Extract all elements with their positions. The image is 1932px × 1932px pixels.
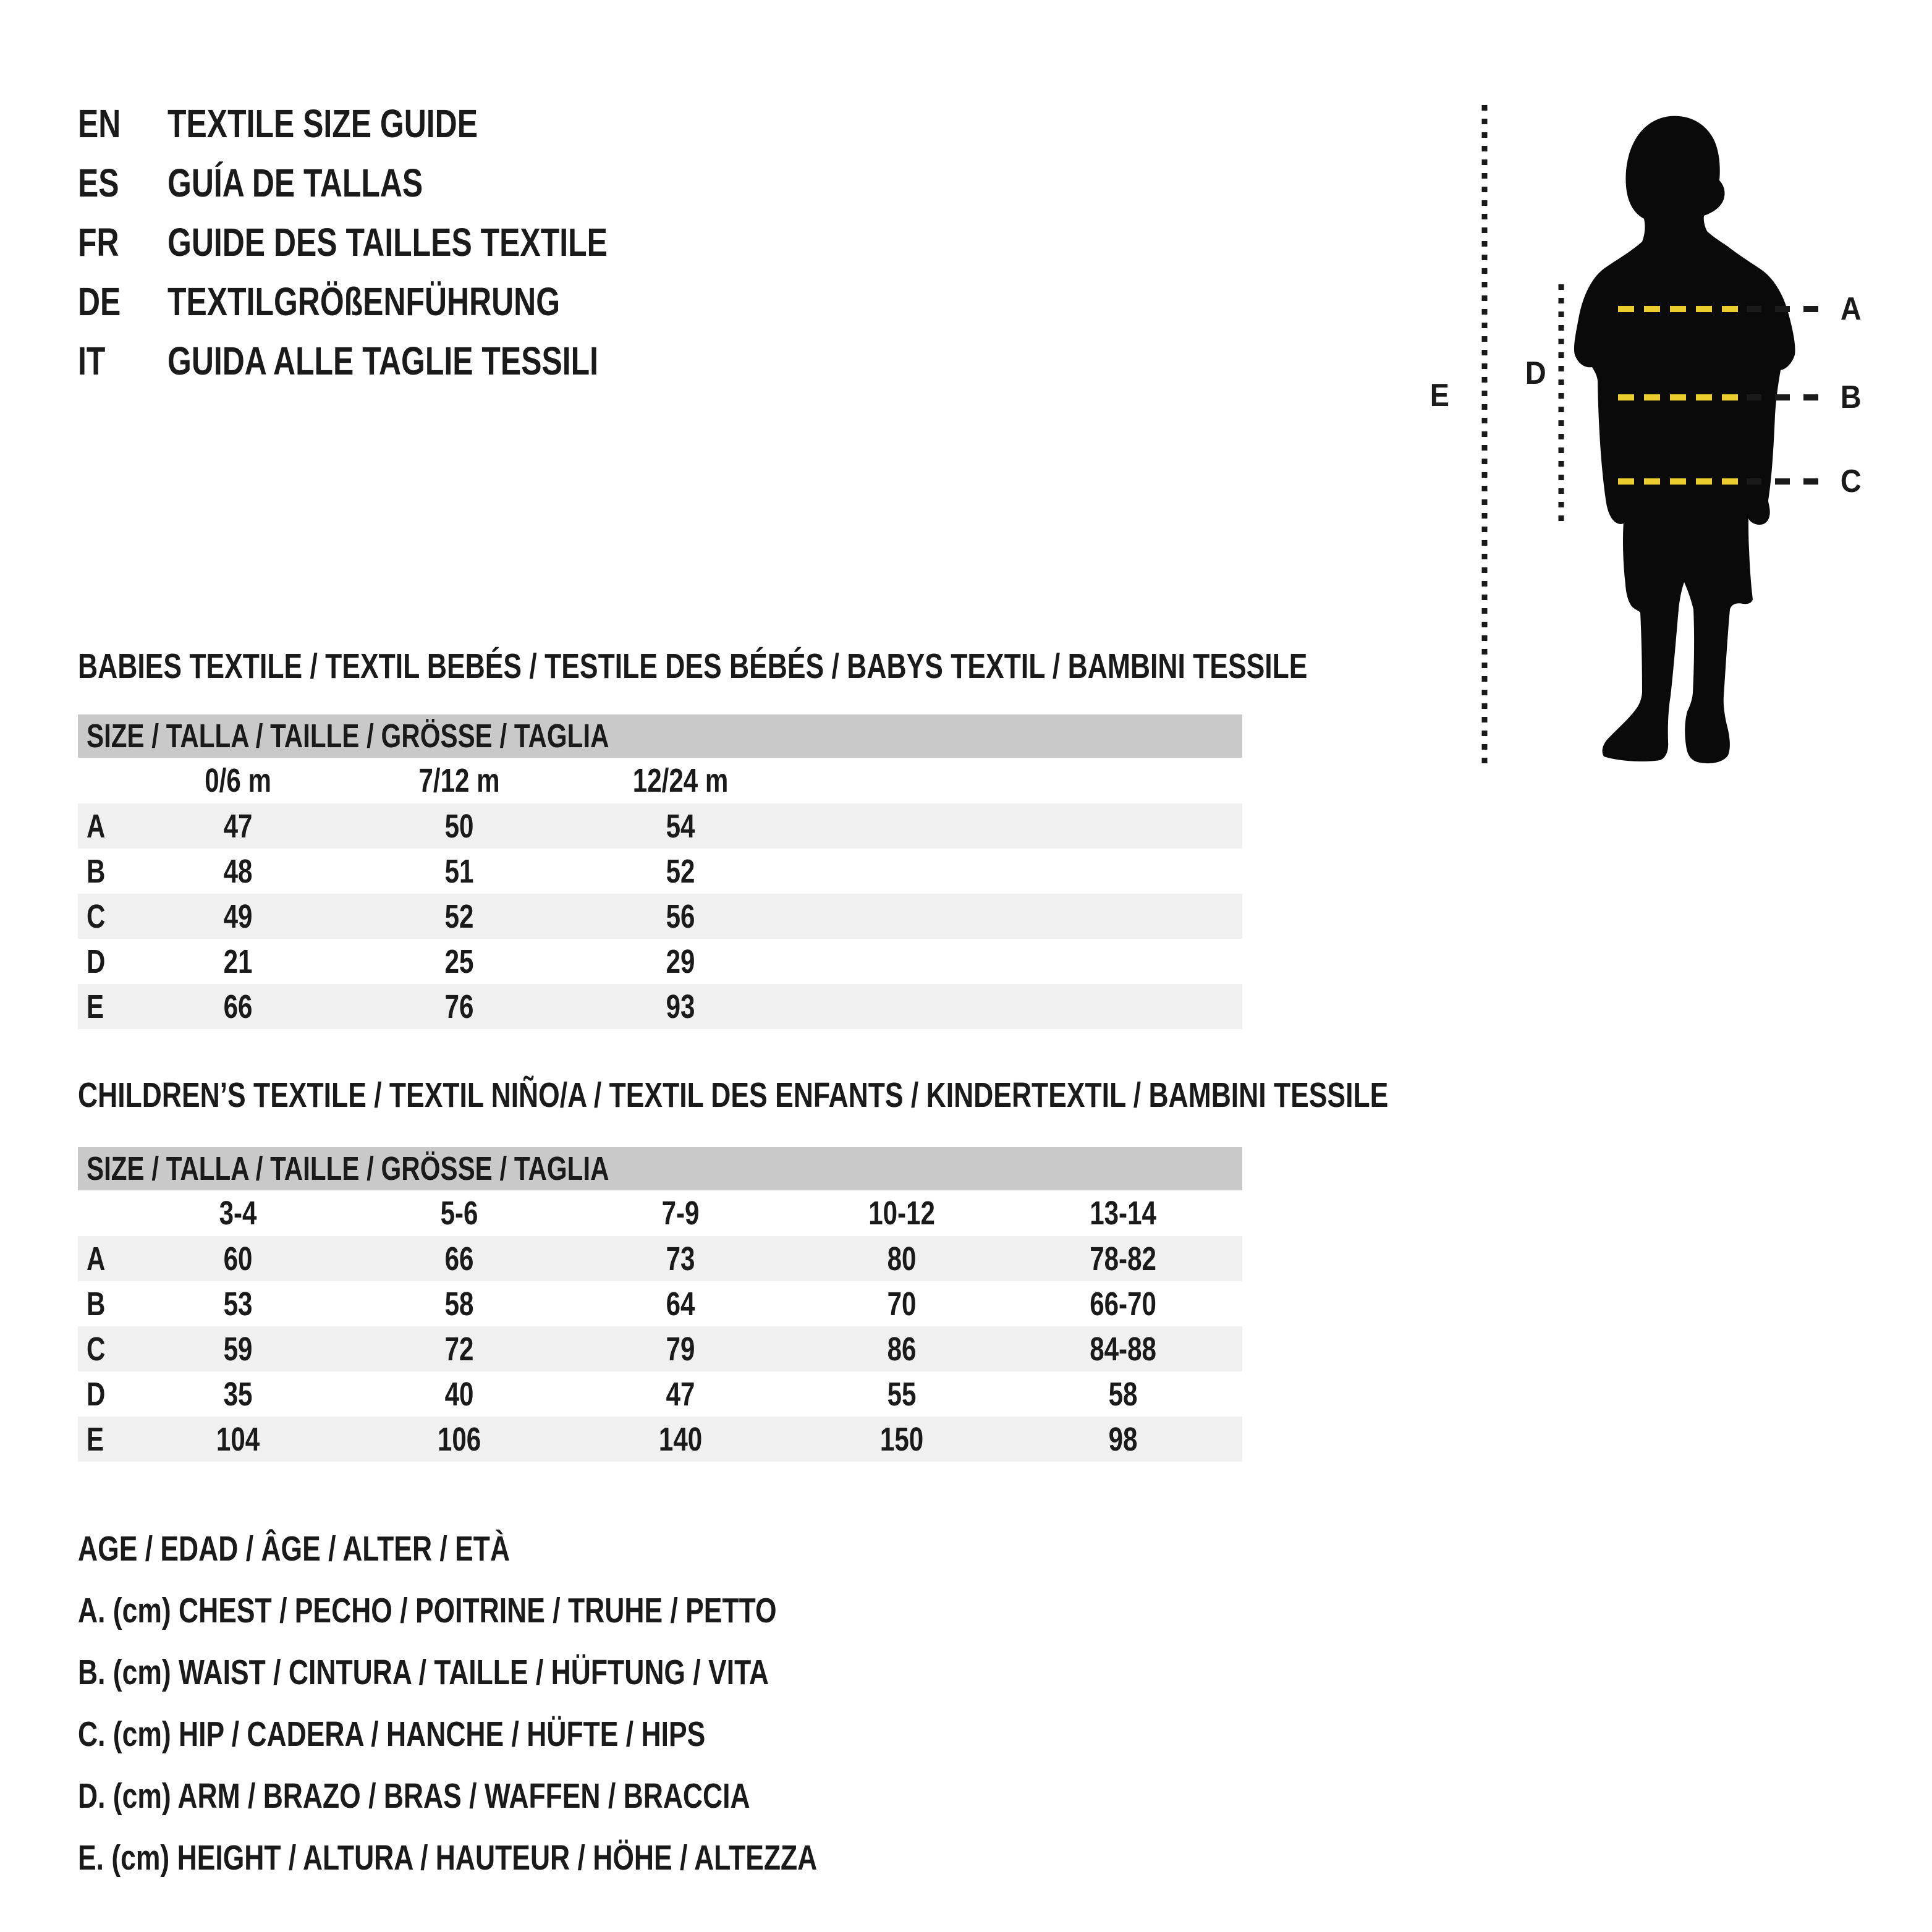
cell: 52 <box>444 897 474 935</box>
column-header: 10-12 <box>868 1195 935 1232</box>
table-row <box>78 1371 1242 1417</box>
legend-age: AGE / EDAD / ÂGE / ALTER / ETÀ <box>78 1529 511 1569</box>
cell: 50 <box>444 807 474 845</box>
column-header: 0/6 m <box>205 762 271 799</box>
column-header: 3-4 <box>219 1195 257 1232</box>
cell: 70 <box>887 1285 917 1323</box>
cell: 66 <box>444 1240 474 1277</box>
babies-size-table <box>78 714 1242 1029</box>
legend-chest: A. (cm) CHEST / PECHO / POITRINE / TRUHE / PETTO <box>78 1591 777 1630</box>
table-row <box>78 1417 1242 1462</box>
measure-label-e: E <box>1430 378 1449 413</box>
cell: 64 <box>666 1285 695 1323</box>
table-row <box>78 984 1242 1029</box>
lang-code: ES <box>78 161 119 205</box>
lang-row-fr <box>78 213 732 272</box>
measure-label-a: A <box>1840 291 1862 327</box>
cell: 80 <box>887 1240 917 1277</box>
cell: 58 <box>1108 1375 1138 1413</box>
lang-title: GUIDE DES TAILLES TEXTILE <box>167 220 608 265</box>
cell: 72 <box>444 1330 474 1368</box>
cell: 66-70 <box>1090 1285 1156 1323</box>
table-row <box>78 1281 1242 1326</box>
babies-size-bar: SIZE / TALLA / TAILLE / GRÖSSE / TAGLIA <box>78 714 1242 758</box>
cell: 86 <box>887 1330 917 1368</box>
measurement-legend <box>78 1518 1026 1889</box>
cell: 47 <box>223 807 253 845</box>
legend-arm: D. (cm) ARM / BRAZO / BRAS / WAFFEN / BRACCIA <box>78 1776 750 1816</box>
column-header: 12/24 m <box>632 762 729 799</box>
lang-code: IT <box>78 339 106 383</box>
row-label: B <box>87 1285 106 1323</box>
cell: 25 <box>444 943 474 980</box>
cell: 104 <box>216 1420 260 1458</box>
cell: 40 <box>444 1375 474 1413</box>
row-label: D <box>87 1375 106 1413</box>
legend-hip: C. (cm) HIP / CADERA / HANCHE / HÜFTE / HIPS <box>78 1714 706 1754</box>
lang-code: DE <box>78 279 121 324</box>
cell: 55 <box>887 1375 917 1413</box>
lang-title: TEXTILE SIZE GUIDE <box>167 101 478 146</box>
cell: 53 <box>223 1285 253 1323</box>
lang-row-es <box>78 153 732 213</box>
cell: 79 <box>666 1330 695 1368</box>
language-header <box>78 94 732 391</box>
row-label: C <box>87 1330 106 1368</box>
children-section-heading: CHILDREN’S TEXTILE / TEXTIL NIÑO/A / TEXTIL DES ENFANTS / KINDERTEXTIL / BAMBINI TESSILE <box>78 1075 1389 1115</box>
row-label: E <box>87 1420 104 1458</box>
lang-row-en <box>78 94 732 153</box>
cell: 150 <box>879 1420 924 1458</box>
table-row <box>78 939 1242 984</box>
row-label: A <box>87 1240 106 1277</box>
table-row <box>78 849 1242 894</box>
row-label: E <box>87 988 104 1025</box>
cell: 60 <box>223 1240 253 1277</box>
measure-label-c: C <box>1840 464 1862 499</box>
legend-waist: B. (cm) WAIST / CINTURA / TAILLE / HÜFTUNG / VITA <box>78 1653 769 1692</box>
row-label: B <box>87 852 106 890</box>
lang-title: GUÍA DE TALLAS <box>167 161 423 205</box>
lang-row-it <box>78 331 732 391</box>
children-column-headers <box>78 1190 1242 1236</box>
table-row <box>78 1326 1242 1371</box>
lang-row-de <box>78 272 732 331</box>
cell: 78-82 <box>1090 1240 1156 1277</box>
babies-column-headers <box>78 758 1242 803</box>
cell: 66 <box>223 988 253 1025</box>
cell: 51 <box>444 852 474 890</box>
cell: 59 <box>223 1330 253 1368</box>
column-header: 13-14 <box>1090 1195 1156 1232</box>
cell: 106 <box>437 1420 481 1458</box>
cell: 93 <box>666 988 695 1025</box>
table-row <box>78 803 1242 849</box>
cell: 47 <box>666 1375 695 1413</box>
cell: 35 <box>223 1375 253 1413</box>
children-size-bar: SIZE / TALLA / TAILLE / GRÖSSE / TAGLIA <box>78 1147 1242 1190</box>
row-label: D <box>87 943 106 980</box>
cell: 29 <box>666 943 695 980</box>
cell: 84-88 <box>1090 1330 1156 1368</box>
lang-code: EN <box>78 101 121 146</box>
column-header: 5-6 <box>440 1195 478 1232</box>
cell: 52 <box>666 852 695 890</box>
cell: 76 <box>444 988 474 1025</box>
cell: 98 <box>1108 1420 1138 1458</box>
lang-code: FR <box>78 220 119 265</box>
cell: 58 <box>444 1285 474 1323</box>
row-label: C <box>87 897 106 935</box>
babies-section-heading: BABIES TEXTILE / TEXTIL BEBÉS / TESTILE DES BÉBÉS / BABYS TEXTIL / BAMBINI TESSILE <box>78 646 1308 686</box>
cell: 49 <box>223 897 253 935</box>
cell: 73 <box>666 1240 695 1277</box>
table-row <box>78 894 1242 939</box>
lang-title: GUIDA ALLE TAGLIE TESSILI <box>167 339 599 383</box>
lang-title: TEXTILGRÖßENFÜHRUNG <box>167 279 561 324</box>
cell: 140 <box>658 1420 703 1458</box>
row-label: A <box>87 807 106 845</box>
column-header: 7/12 m <box>418 762 500 799</box>
column-header: 7-9 <box>661 1195 700 1232</box>
measure-label-d: D <box>1525 355 1546 391</box>
cell: 21 <box>223 943 253 980</box>
cell: 48 <box>223 852 253 890</box>
cell: 54 <box>666 807 695 845</box>
children-size-table <box>78 1147 1242 1462</box>
legend-height: E. (cm) HEIGHT / ALTURA / HAUTEUR / HÖHE / ALTEZZA <box>78 1838 818 1878</box>
measure-label-b: B <box>1840 379 1862 415</box>
table-row <box>78 1236 1242 1281</box>
cell: 56 <box>666 897 695 935</box>
